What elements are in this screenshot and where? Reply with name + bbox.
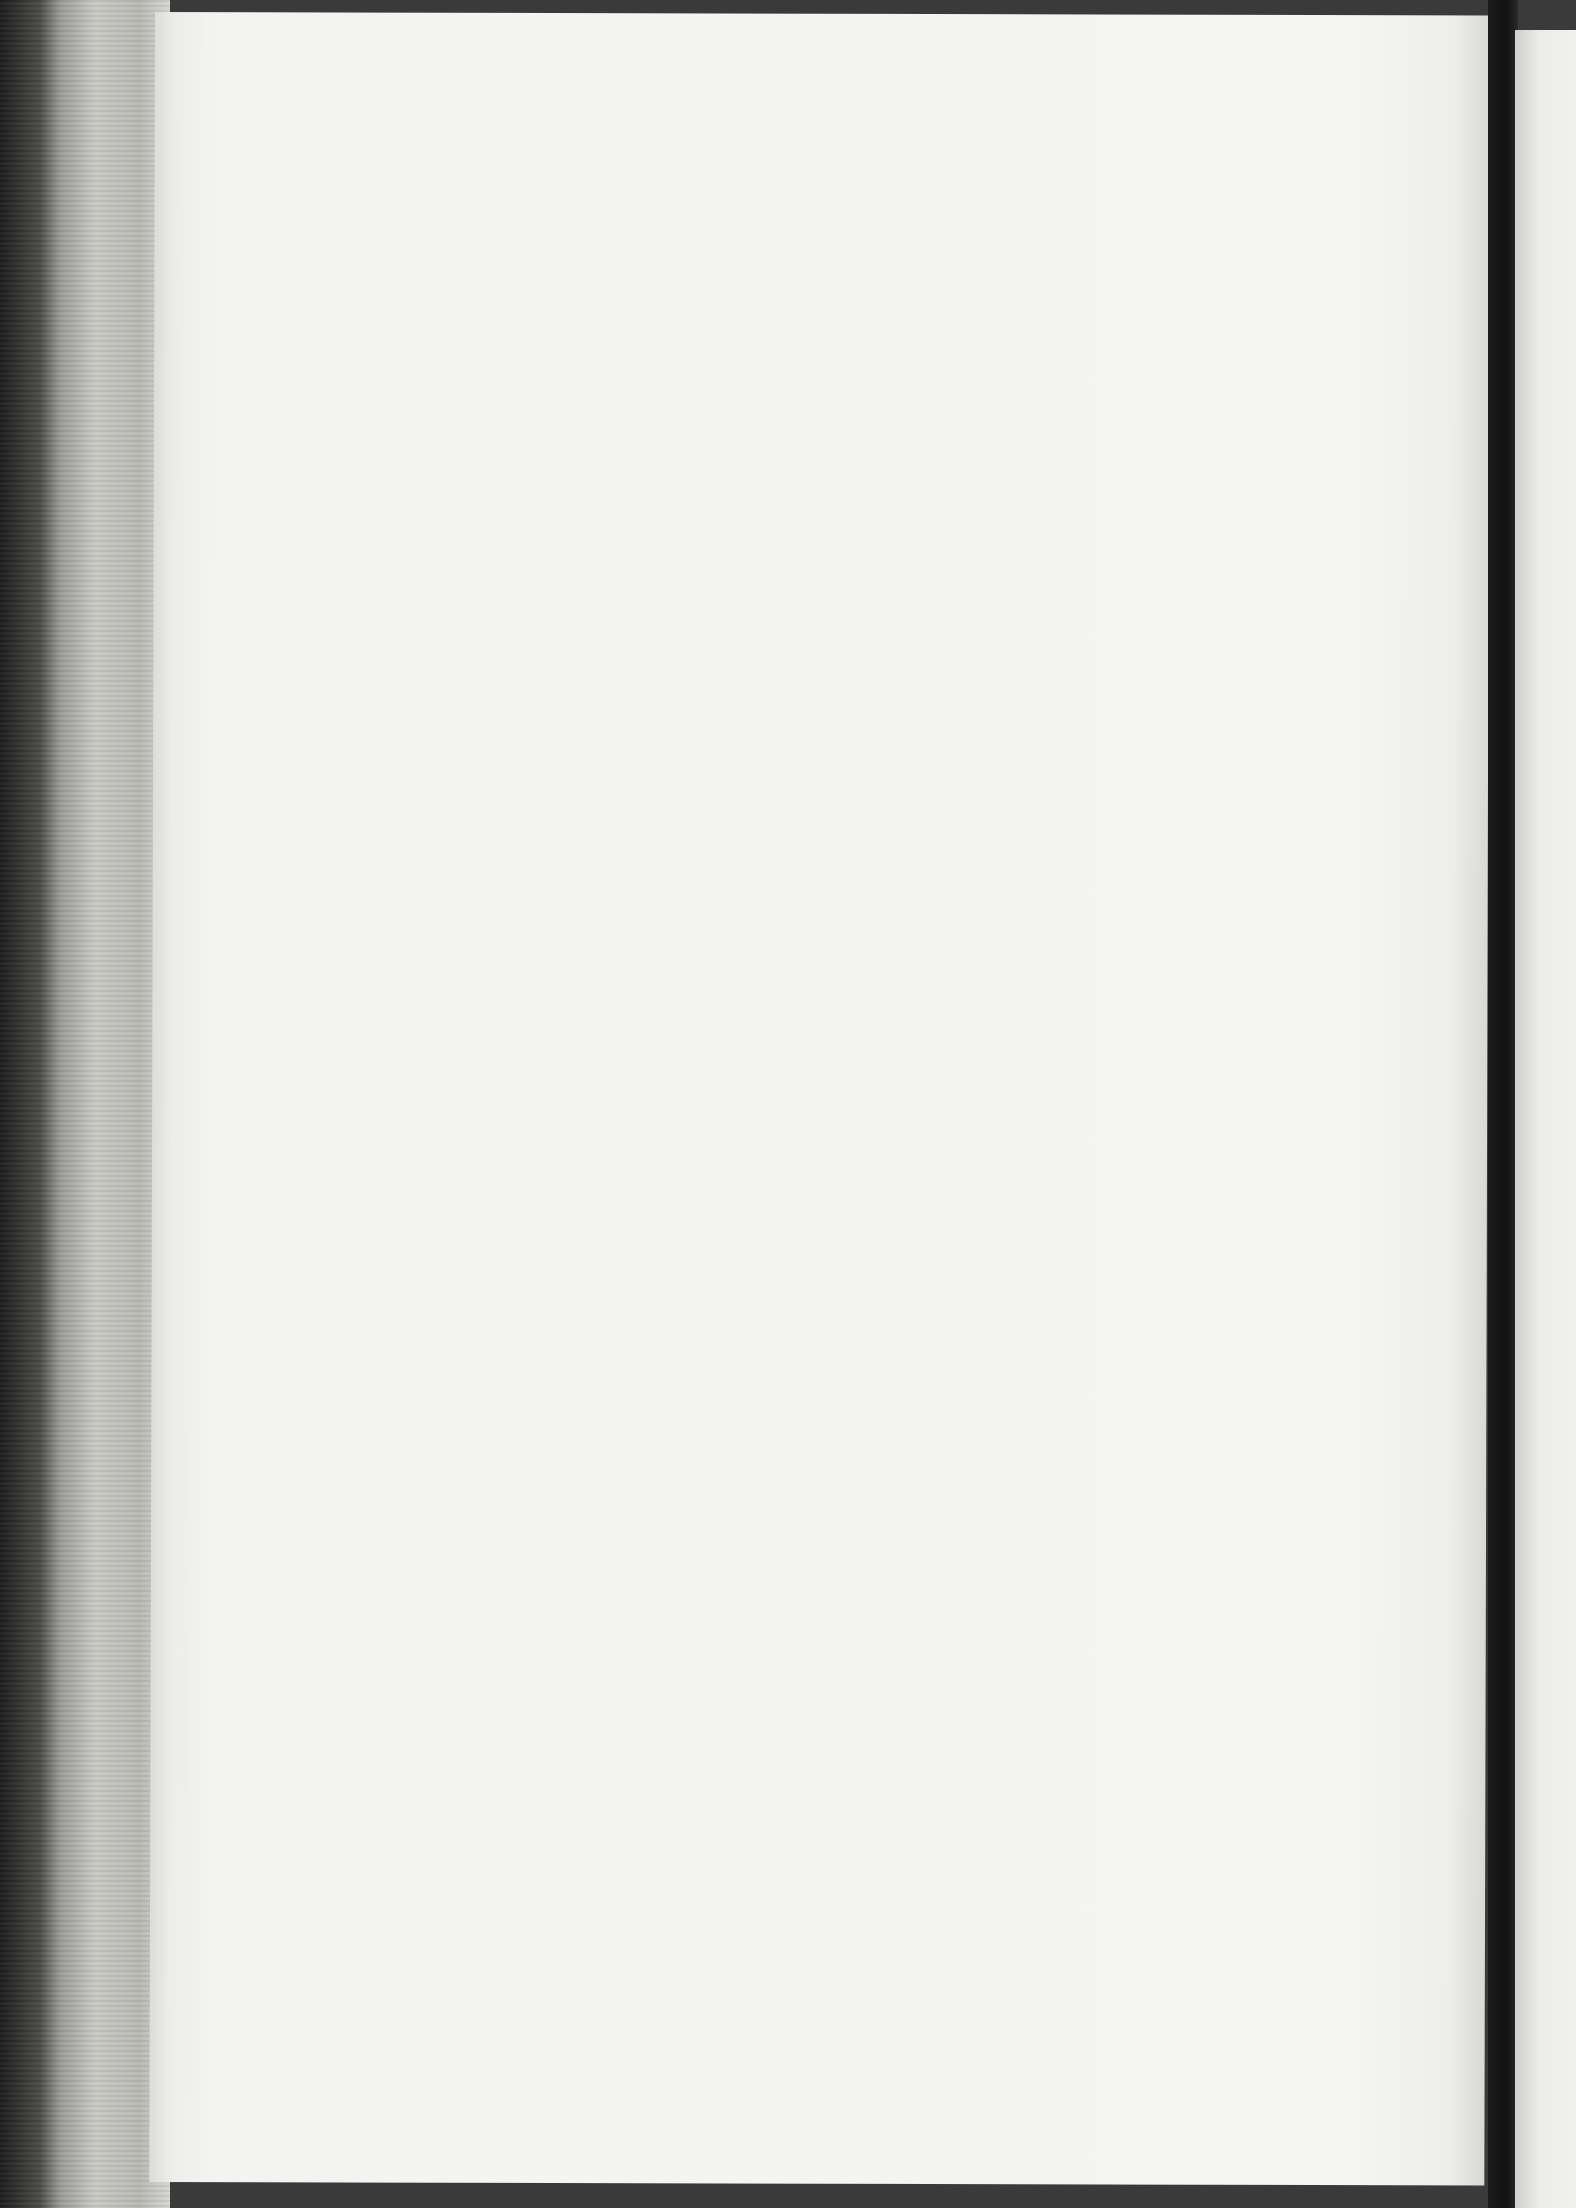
page-gutter — [1488, 0, 1518, 2208]
page-header — [478, 214, 1118, 254]
index-page — [149, 12, 1490, 2185]
book-edge — [0, 0, 170, 2208]
facing-page-edge — [1515, 30, 1576, 2208]
